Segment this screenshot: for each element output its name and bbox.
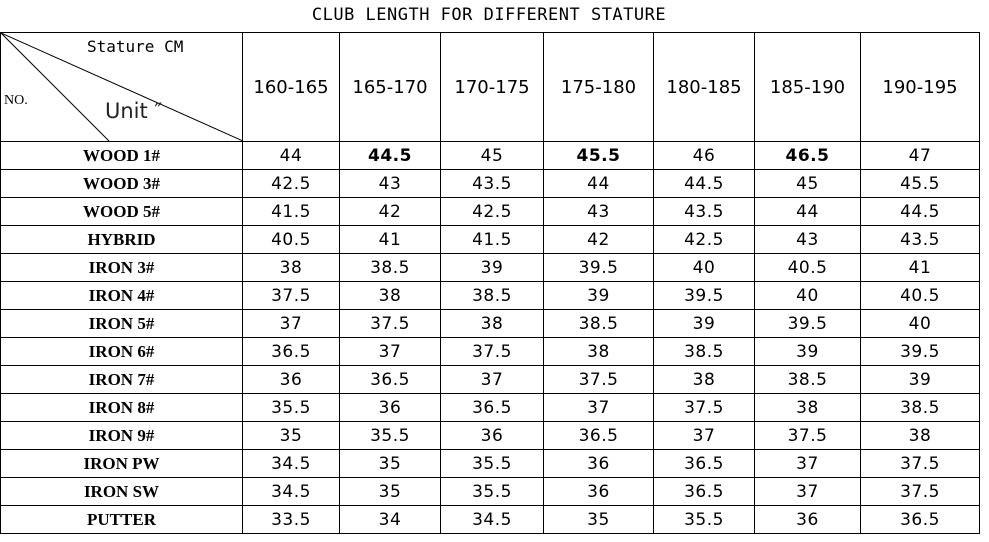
length-cell: 37.5 — [755, 422, 861, 450]
stature-header: 190-195 — [861, 33, 980, 142]
length-cell: 37.5 — [243, 282, 340, 310]
length-cell: 44.5 — [861, 198, 980, 226]
length-cell: 35.5 — [441, 450, 544, 478]
length-cell: 44 — [243, 142, 340, 170]
table-row — [1, 422, 980, 450]
length-cell: 36.5 — [243, 338, 340, 366]
length-cell: 39 — [755, 338, 861, 366]
length-cell: 38.5 — [340, 254, 441, 282]
length-cell: 45.5 — [544, 142, 654, 170]
table-row — [1, 394, 980, 422]
length-cell: 44 — [544, 170, 654, 198]
stature-header: 160-165 — [243, 33, 340, 142]
length-cell: 37 — [755, 478, 861, 506]
length-cell: 37 — [243, 310, 340, 338]
length-cell: 36 — [441, 422, 544, 450]
length-cell: 43.5 — [441, 170, 544, 198]
length-cell: 39 — [441, 254, 544, 282]
length-cell: 44.5 — [340, 142, 441, 170]
length-cell: 36 — [243, 366, 340, 394]
club-name-cell: IRON 6# — [1, 338, 243, 366]
club-name-cell: PUTTER — [1, 506, 243, 534]
length-cell: 37.5 — [861, 450, 980, 478]
length-cell: 40.5 — [861, 282, 980, 310]
club-name-cell: WOOD 3# — [1, 170, 243, 198]
header-row — [1, 33, 980, 142]
length-cell: 41 — [861, 254, 980, 282]
length-cell: 44.5 — [654, 170, 755, 198]
length-cell: 34 — [340, 506, 441, 534]
length-cell: 37 — [441, 366, 544, 394]
length-cell: 37.5 — [861, 478, 980, 506]
length-cell: 35.5 — [340, 422, 441, 450]
length-cell: 38 — [861, 422, 980, 450]
club-name-cell: IRON 5# — [1, 310, 243, 338]
length-cell: 35 — [340, 478, 441, 506]
table-row — [1, 198, 980, 226]
club-name-cell: WOOD 1# — [1, 142, 243, 170]
table-row — [1, 282, 980, 310]
length-cell: 34.5 — [243, 450, 340, 478]
stature-header: 180-185 — [654, 33, 755, 142]
page-title: CLUB LENGTH FOR DIFFERENT STATURE — [311, 5, 667, 25]
length-cell: 43 — [340, 170, 441, 198]
club-name-cell: IRON 7# — [1, 366, 243, 394]
club-name-cell: IRON 3# — [1, 254, 243, 282]
table-row — [1, 170, 980, 198]
length-cell: 36.5 — [654, 478, 755, 506]
length-cell: 36.5 — [544, 422, 654, 450]
length-cell: 38.5 — [755, 366, 861, 394]
table-row — [1, 142, 980, 170]
length-cell: 35.5 — [441, 478, 544, 506]
table-row — [1, 310, 980, 338]
length-cell: 40 — [654, 254, 755, 282]
table-row — [1, 450, 980, 478]
length-cell: 41 — [340, 226, 441, 254]
length-cell: 42 — [340, 198, 441, 226]
length-cell: 40.5 — [243, 226, 340, 254]
length-cell: 43.5 — [654, 198, 755, 226]
length-cell: 33.5 — [243, 506, 340, 534]
length-cell: 36 — [340, 394, 441, 422]
length-cell: 37 — [544, 394, 654, 422]
length-cell: 45 — [441, 142, 544, 170]
club-length-table — [0, 32, 980, 534]
length-cell: 38.5 — [441, 282, 544, 310]
length-cell: 38.5 — [654, 338, 755, 366]
length-cell: 40 — [861, 310, 980, 338]
length-cell: 38 — [755, 394, 861, 422]
club-name-cell: IRON PW — [1, 450, 243, 478]
length-cell: 39.5 — [755, 310, 861, 338]
length-cell: 41.5 — [441, 226, 544, 254]
length-cell: 45.5 — [861, 170, 980, 198]
club-name-cell: IRON 4# — [1, 282, 243, 310]
length-cell: 36 — [755, 506, 861, 534]
length-cell: 42.5 — [441, 198, 544, 226]
length-cell: 38 — [544, 338, 654, 366]
length-cell: 36 — [544, 478, 654, 506]
stature-cm-label: Stature CM — [87, 37, 184, 56]
length-cell: 41.5 — [243, 198, 340, 226]
length-cell: 43.5 — [861, 226, 980, 254]
length-cell: 38 — [340, 282, 441, 310]
length-cell: 37.5 — [340, 310, 441, 338]
unit-label: Unit ″ — [105, 99, 163, 123]
length-cell: 39 — [544, 282, 654, 310]
length-cell: 39 — [654, 310, 755, 338]
club-name-cell: IRON 9# — [1, 422, 243, 450]
table-row — [1, 226, 980, 254]
table-row — [1, 366, 980, 394]
length-cell: 38 — [654, 366, 755, 394]
length-cell: 39.5 — [861, 338, 980, 366]
length-cell: 43 — [544, 198, 654, 226]
length-cell: 37 — [755, 450, 861, 478]
club-name-cell: WOOD 5# — [1, 198, 243, 226]
length-cell: 47 — [861, 142, 980, 170]
length-cell: 36.5 — [441, 394, 544, 422]
stature-header: 165-170 — [340, 33, 441, 142]
length-cell: 42 — [544, 226, 654, 254]
length-cell: 43 — [755, 226, 861, 254]
length-cell: 37 — [654, 422, 755, 450]
length-cell: 46 — [654, 142, 755, 170]
length-cell: 35.5 — [243, 394, 340, 422]
length-cell: 34.5 — [243, 478, 340, 506]
stature-header: 170-175 — [441, 33, 544, 142]
club-name-cell: HYBRID — [1, 226, 243, 254]
length-cell: 36.5 — [340, 366, 441, 394]
table-row — [1, 338, 980, 366]
length-cell: 35.5 — [654, 506, 755, 534]
length-cell: 38.5 — [544, 310, 654, 338]
length-cell: 40 — [755, 282, 861, 310]
length-cell: 36.5 — [654, 450, 755, 478]
no-label: NO. — [4, 93, 28, 108]
length-cell: 37.5 — [544, 366, 654, 394]
length-cell: 39 — [861, 366, 980, 394]
club-name-cell: IRON SW — [1, 478, 243, 506]
length-cell: 35 — [340, 450, 441, 478]
length-cell: 44 — [755, 198, 861, 226]
length-cell: 42.5 — [243, 170, 340, 198]
length-cell: 37 — [340, 338, 441, 366]
length-cell: 39.5 — [544, 254, 654, 282]
corner-header-cell — [1, 33, 243, 142]
length-cell: 36.5 — [861, 506, 980, 534]
length-cell: 38 — [243, 254, 340, 282]
stature-header: 175-180 — [544, 33, 654, 142]
table-row — [1, 506, 980, 534]
length-cell: 36 — [544, 450, 654, 478]
length-cell: 46.5 — [755, 142, 861, 170]
length-cell: 38 — [441, 310, 544, 338]
length-cell: 38.5 — [861, 394, 980, 422]
length-cell: 35 — [544, 506, 654, 534]
length-cell: 34.5 — [441, 506, 544, 534]
table-row — [1, 478, 980, 506]
club-name-cell: IRON 8# — [1, 394, 243, 422]
length-cell: 35 — [243, 422, 340, 450]
table-row — [1, 254, 980, 282]
length-cell: 37.5 — [441, 338, 544, 366]
length-cell: 45 — [755, 170, 861, 198]
length-cell: 42.5 — [654, 226, 755, 254]
length-cell: 40.5 — [755, 254, 861, 282]
stature-header: 185-190 — [755, 33, 861, 142]
length-cell: 37.5 — [654, 394, 755, 422]
length-cell: 39.5 — [654, 282, 755, 310]
